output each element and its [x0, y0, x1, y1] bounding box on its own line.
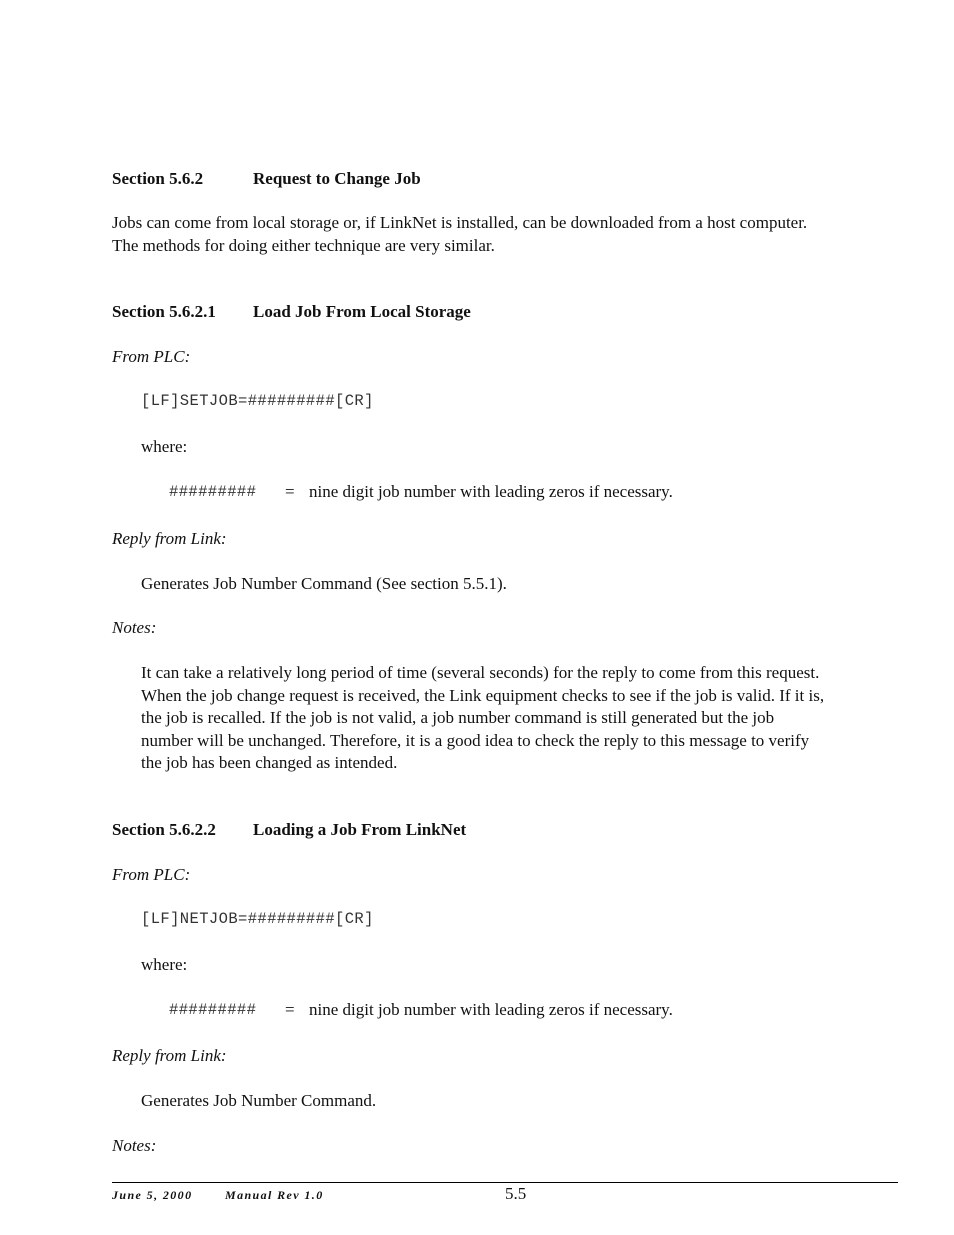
command-code: [LF]NETJOB=#########[CR] — [141, 910, 374, 928]
notes-line: It can take a relatively long period of time (several seconds) for the reply to come from this request. — [141, 663, 820, 682]
from-plc-label: From PLC: — [112, 865, 191, 884]
section-number: Section 5.6.2.1 — [112, 302, 216, 321]
intro-paragraph — [112, 212, 807, 257]
section-number: Section 5.6.2 — [112, 169, 204, 188]
param-code: ######### — [169, 1001, 257, 1019]
param-description: nine digit job number with leading zeros if necessary. — [309, 482, 673, 501]
notes-label: Notes: — [112, 618, 157, 637]
footer-date: June 5, 2000 — [112, 1188, 193, 1202]
where-label: where: — [141, 955, 188, 974]
param-equals: = — [285, 482, 295, 501]
intro-line: The methods for doing either technique are very similar. — [112, 235, 495, 255]
param-equals: = — [285, 1000, 295, 1019]
footer-divider — [112, 1182, 898, 1183]
reply-label: Reply from Link: — [112, 1046, 227, 1065]
notes-paragraph — [141, 662, 824, 775]
notes-line: the job has been changed as intended. — [141, 753, 398, 772]
notes-label: Notes: — [112, 1136, 157, 1155]
reply-text: Generates Job Number Command. — [141, 1091, 377, 1110]
section-title: Request to Change Job — [253, 169, 421, 188]
notes-line: When the job change request is received, the Link equipment checks to see if the job is valid. If it is, — [141, 685, 825, 705]
intro-line: Jobs can come from local storage or, if LinkNet is installed, can be downloaded from a host computer. — [112, 213, 808, 232]
reply-label: Reply from Link: — [112, 529, 227, 548]
notes-line: number will be unchanged. Therefore, it is a good idea to check the reply to this message to verify — [141, 730, 810, 750]
from-plc-label: From PLC: — [112, 347, 191, 366]
section-title: Load Job From Local Storage — [253, 302, 471, 321]
where-label: where: — [141, 437, 188, 456]
param-code: ######### — [169, 483, 257, 501]
param-description: nine digit job number with leading zeros if necessary. — [309, 1000, 673, 1019]
notes-line: the job is recalled. If the job is not valid, a job number command is still generated but the job — [141, 708, 775, 727]
footer-manual-rev: Manual Rev 1.0 — [225, 1188, 324, 1202]
command-code: [LF]SETJOB=#########[CR] — [141, 392, 374, 410]
page-number: 5.5 — [505, 1184, 527, 1203]
section-title: Loading a Job From LinkNet — [253, 820, 467, 839]
section-number: Section 5.6.2.2 — [112, 820, 216, 839]
reply-text: Generates Job Number Command (See section 5.5.1). — [141, 574, 507, 593]
